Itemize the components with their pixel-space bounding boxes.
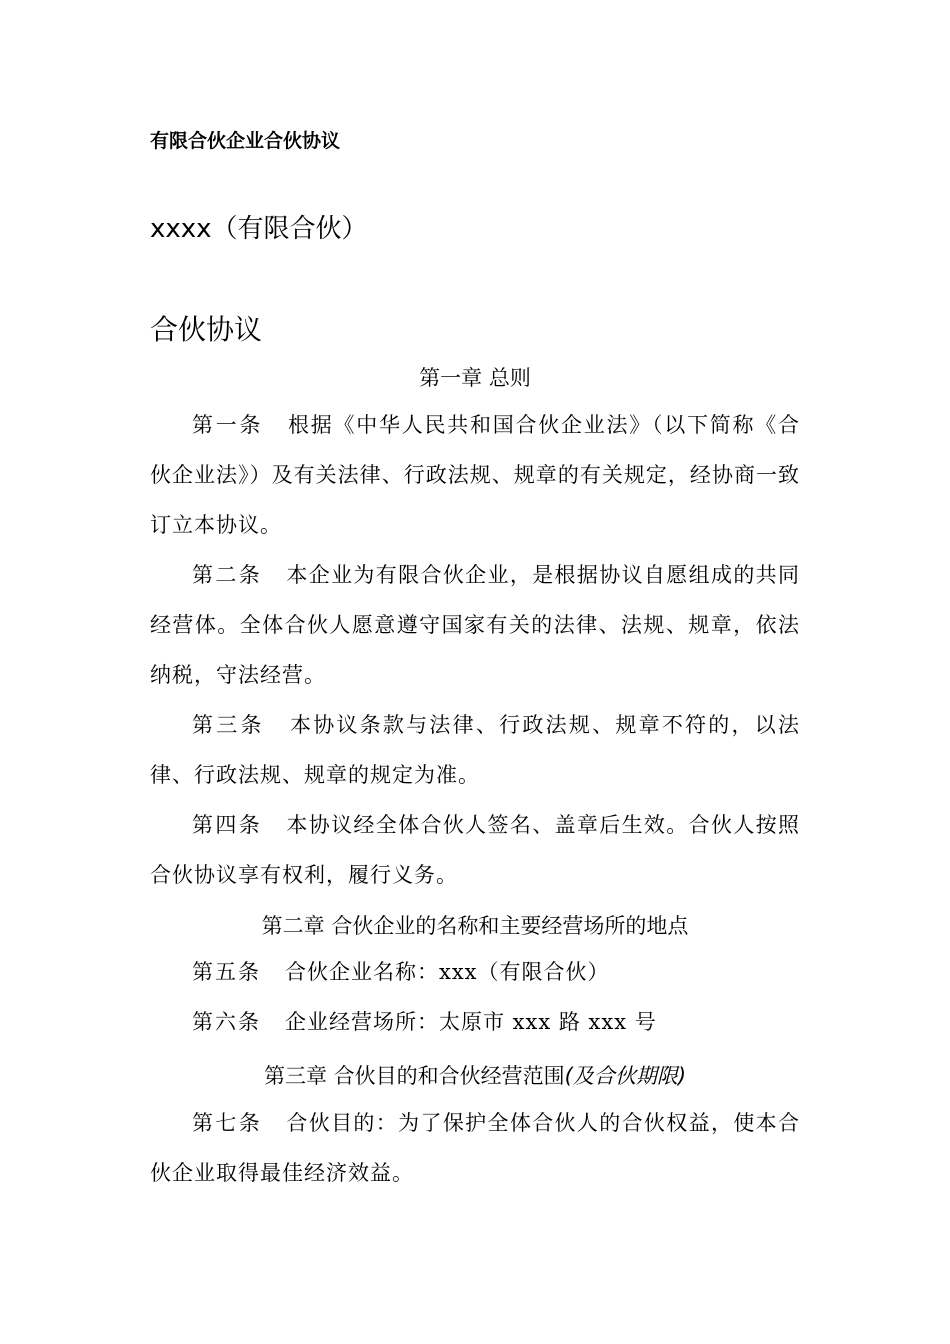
article-6 xyxy=(150,997,800,1047)
article-text: 根据《中华人民共和国合伙企业法》（以下简称《合伙企业法》）及有关法律、行政法规、规章的有关规定，经协商一致订立本协议。 xyxy=(150,413,800,537)
article-4 xyxy=(150,800,800,900)
chapter-3-title xyxy=(150,1060,800,1090)
chapter-1-title: 第一章 总则 xyxy=(419,366,531,390)
article-number: 第七条 xyxy=(192,1111,263,1135)
article-text: 合伙企业名称：xxx（有限合伙） xyxy=(285,960,610,984)
chapter-3-title-text: 第三章 合伙目的和合伙经营范围 xyxy=(263,1064,565,1088)
article-number: 第二条 xyxy=(192,563,263,587)
article-text: 本协议经全体合伙人签名、盖章后生效。合伙人按照合伙协议享有权利，履行义务。 xyxy=(150,813,801,887)
article-number: 第三条 xyxy=(192,713,265,737)
article-3 xyxy=(150,700,800,800)
article-number: 第五条 xyxy=(192,960,261,984)
chapter-3-title-suffix: (及合伙期限) xyxy=(564,1064,687,1088)
article-7 xyxy=(150,1098,800,1198)
article-number: 第六条 xyxy=(192,1010,261,1034)
article-1 xyxy=(150,400,800,550)
article-text: 合伙目的：为了保护全体合伙人的合伙权益，使本合伙企业取得最佳经济效益。 xyxy=(150,1111,801,1185)
article-number: 第一条 xyxy=(192,413,264,437)
article-5 xyxy=(150,947,800,997)
company-name: xxxx（有限合伙） xyxy=(150,214,368,244)
article-text: 本企业为有限合伙企业，是根据协议自愿组成的共同经营体。全体合伙人愿意遵守国家有关的法律、法规、规章，依法纳税，守法经营。 xyxy=(150,563,801,687)
chapter-2-title: 第二章 合伙企业的名称和主要经营场所的地点 xyxy=(261,914,689,938)
document-title: 有限合伙企业合伙协议 xyxy=(150,130,341,152)
article-number: 第四条 xyxy=(192,813,263,837)
article-text: 本协议条款与法律、行政法规、规章不符的，以法律、行政法规、规章的规定为准。 xyxy=(150,713,801,787)
agreement-heading: 合伙协议 xyxy=(150,313,263,346)
article-2 xyxy=(150,550,800,700)
article-text: 企业经营场所：太原市 xxx 路 xxx 号 xyxy=(285,1010,657,1034)
